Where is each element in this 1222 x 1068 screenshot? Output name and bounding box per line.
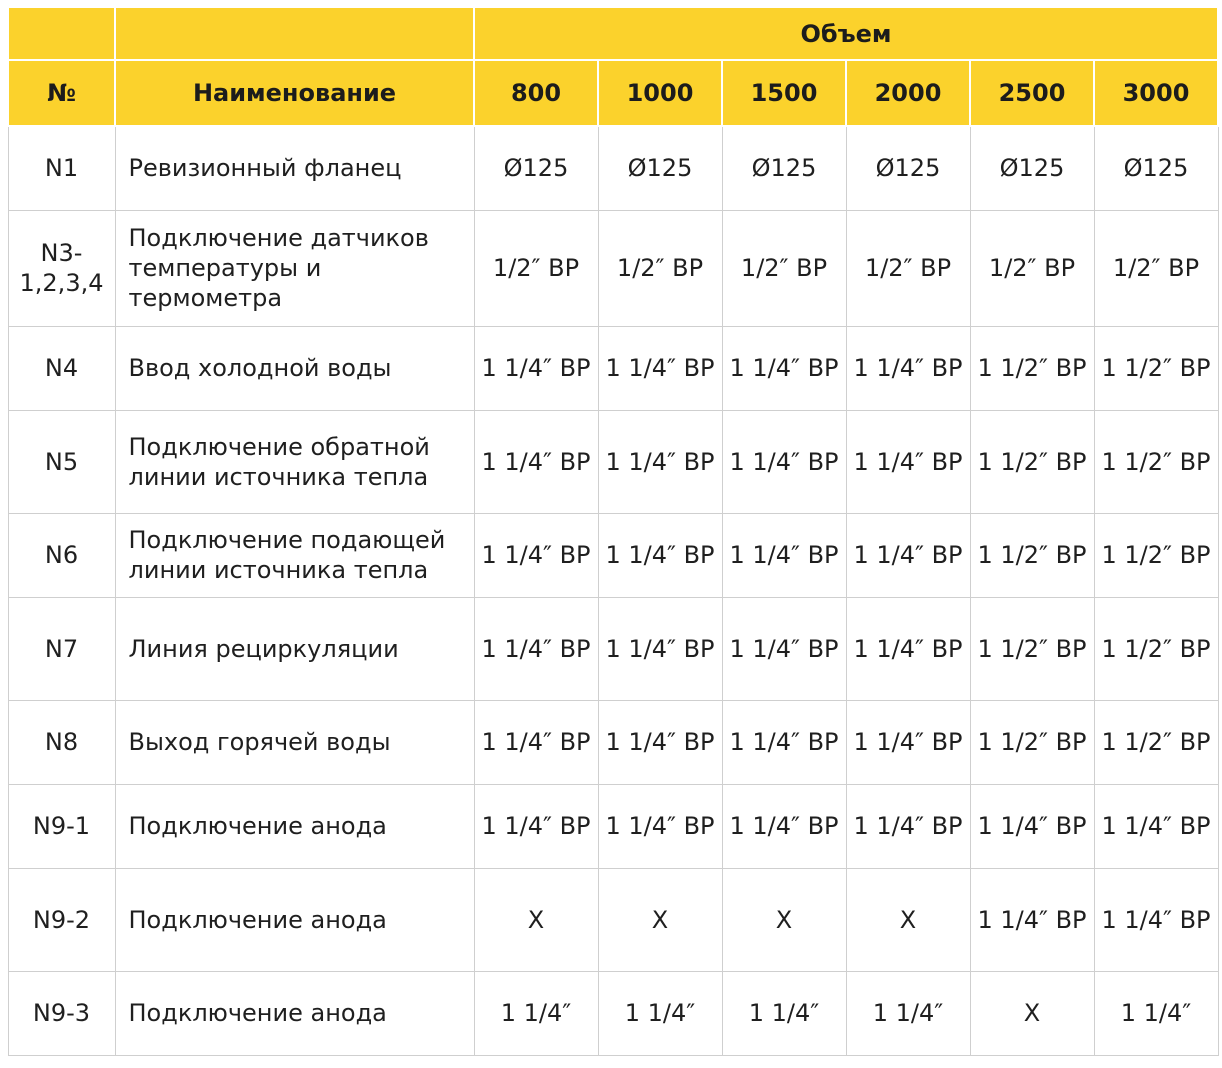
header-volume-2500: 2500: [970, 60, 1094, 126]
row-name: Подключение анода: [115, 784, 474, 868]
cell-value: 1 1/4″ ВР: [474, 326, 598, 410]
row-num: N5: [8, 410, 115, 513]
row-name: Подключение анода: [115, 868, 474, 971]
row-name: Подключение обратной линии источника тепла: [115, 410, 474, 513]
row-name: Линия рециркуляции: [115, 597, 474, 700]
cell-value: 1 1/2″ ВР: [1094, 326, 1218, 410]
header-empty-num: [8, 7, 115, 60]
cell-value: 1 1/4″ ВР: [598, 597, 722, 700]
header-volume-2000: 2000: [846, 60, 970, 126]
cell-value: X: [970, 971, 1094, 1055]
cell-value: Ø125: [846, 126, 970, 210]
cell-value: X: [598, 868, 722, 971]
table-row: [8, 868, 1218, 971]
cell-value: 1 1/4″ ВР: [474, 410, 598, 513]
row-name: Подключение подающей линии источника тепла: [115, 513, 474, 597]
table-row: [8, 126, 1218, 210]
cell-value: Ø125: [1094, 126, 1218, 210]
cell-value: 1 1/4″ ВР: [846, 700, 970, 784]
cell-value: Ø125: [474, 126, 598, 210]
cell-value: 1 1/4″ ВР: [1094, 784, 1218, 868]
cell-value: X: [474, 868, 598, 971]
cell-value: 1 1/4″ ВР: [474, 700, 598, 784]
cell-value: 1 1/4″ ВР: [722, 784, 846, 868]
cell-value: 1 1/4″ ВР: [474, 513, 598, 597]
row-num: N1: [8, 126, 115, 210]
table-row: [8, 410, 1218, 513]
row-num: N7: [8, 597, 115, 700]
table-header: [8, 7, 1218, 126]
header-name: Наименование: [115, 60, 474, 126]
table-row: [8, 210, 1218, 326]
row-num: N9-1: [8, 784, 115, 868]
cell-value: 1/2″ ВР: [1094, 210, 1218, 326]
cell-value: 1 1/4″: [846, 971, 970, 1055]
cell-value: 1 1/4″ ВР: [598, 326, 722, 410]
cell-value: 1 1/4″ ВР: [846, 784, 970, 868]
cell-value: 1 1/4″ ВР: [722, 326, 846, 410]
table-row: [8, 784, 1218, 868]
cell-value: 1 1/2″ ВР: [1094, 513, 1218, 597]
cell-value: X: [722, 868, 846, 971]
cell-value: 1/2″ ВР: [722, 210, 846, 326]
cell-value: 1 1/2″ ВР: [1094, 410, 1218, 513]
cell-value: 1 1/4″ ВР: [1094, 868, 1218, 971]
cell-value: 1 1/2″ ВР: [1094, 597, 1218, 700]
cell-value: 1 1/4″ ВР: [722, 597, 846, 700]
cell-value: 1 1/4″ ВР: [598, 700, 722, 784]
table-row: [8, 513, 1218, 597]
header-volume-800: 800: [474, 60, 598, 126]
row-num: N6: [8, 513, 115, 597]
header-empty-name: [115, 7, 474, 60]
cell-value: 1 1/4″ ВР: [846, 597, 970, 700]
header-volume-3000: 3000: [1094, 60, 1218, 126]
table-row: [8, 971, 1218, 1055]
cell-value: 1 1/4″: [722, 971, 846, 1055]
table-row: [8, 700, 1218, 784]
cell-value: Ø125: [598, 126, 722, 210]
cell-value: 1 1/4″ ВР: [598, 784, 722, 868]
cell-value: Ø125: [970, 126, 1094, 210]
cell-value: 1 1/4″: [1094, 971, 1218, 1055]
table-row: [8, 597, 1218, 700]
cell-value: 1 1/4″ ВР: [846, 513, 970, 597]
connections-table: [7, 6, 1219, 1056]
cell-value: 1 1/4″: [598, 971, 722, 1055]
header-num: №: [8, 60, 115, 126]
row-num: N9-3: [8, 971, 115, 1055]
cell-value: 1 1/2″ ВР: [970, 597, 1094, 700]
header-volume-1500: 1500: [722, 60, 846, 126]
cell-value: 1/2″ ВР: [970, 210, 1094, 326]
cell-value: 1 1/2″ ВР: [970, 326, 1094, 410]
cell-value: 1/2″ ВР: [846, 210, 970, 326]
row-num: N4: [8, 326, 115, 410]
cell-value: Ø125: [722, 126, 846, 210]
cell-value: 1 1/4″ ВР: [970, 868, 1094, 971]
cell-value: 1 1/2″ ВР: [970, 700, 1094, 784]
header-volume-group: Объем: [474, 7, 1218, 60]
header-volume-1000: 1000: [598, 60, 722, 126]
cell-value: X: [846, 868, 970, 971]
cell-value: 1 1/4″ ВР: [598, 410, 722, 513]
cell-value: 1 1/2″ ВР: [1094, 700, 1218, 784]
cell-value: 1 1/2″ ВР: [970, 513, 1094, 597]
row-name: Выход горячей воды: [115, 700, 474, 784]
cell-value: 1 1/4″ ВР: [722, 513, 846, 597]
cell-value: 1/2″ ВР: [474, 210, 598, 326]
cell-value: 1/2″ ВР: [598, 210, 722, 326]
cell-value: 1 1/4″ ВР: [846, 326, 970, 410]
cell-value: 1 1/4″: [474, 971, 598, 1055]
cell-value: 1 1/4″ ВР: [474, 784, 598, 868]
row-name: Ввод холодной воды: [115, 326, 474, 410]
cell-value: 1 1/4″ ВР: [722, 700, 846, 784]
row-name: Подключение датчиков температуры и термометра: [115, 210, 474, 326]
cell-value: 1 1/4″ ВР: [970, 784, 1094, 868]
cell-value: 1 1/4″ ВР: [598, 513, 722, 597]
row-name: Ревизионный фланец: [115, 126, 474, 210]
cell-value: 1 1/2″ ВР: [970, 410, 1094, 513]
row-num: N9-2: [8, 868, 115, 971]
row-num: N8: [8, 700, 115, 784]
cell-value: 1 1/4″ ВР: [474, 597, 598, 700]
cell-value: 1 1/4″ ВР: [722, 410, 846, 513]
table-row: [8, 326, 1218, 410]
cell-value: 1 1/4″ ВР: [846, 410, 970, 513]
row-name: Подключение анода: [115, 971, 474, 1055]
row-num: N3-1,2,3,4: [8, 210, 115, 326]
